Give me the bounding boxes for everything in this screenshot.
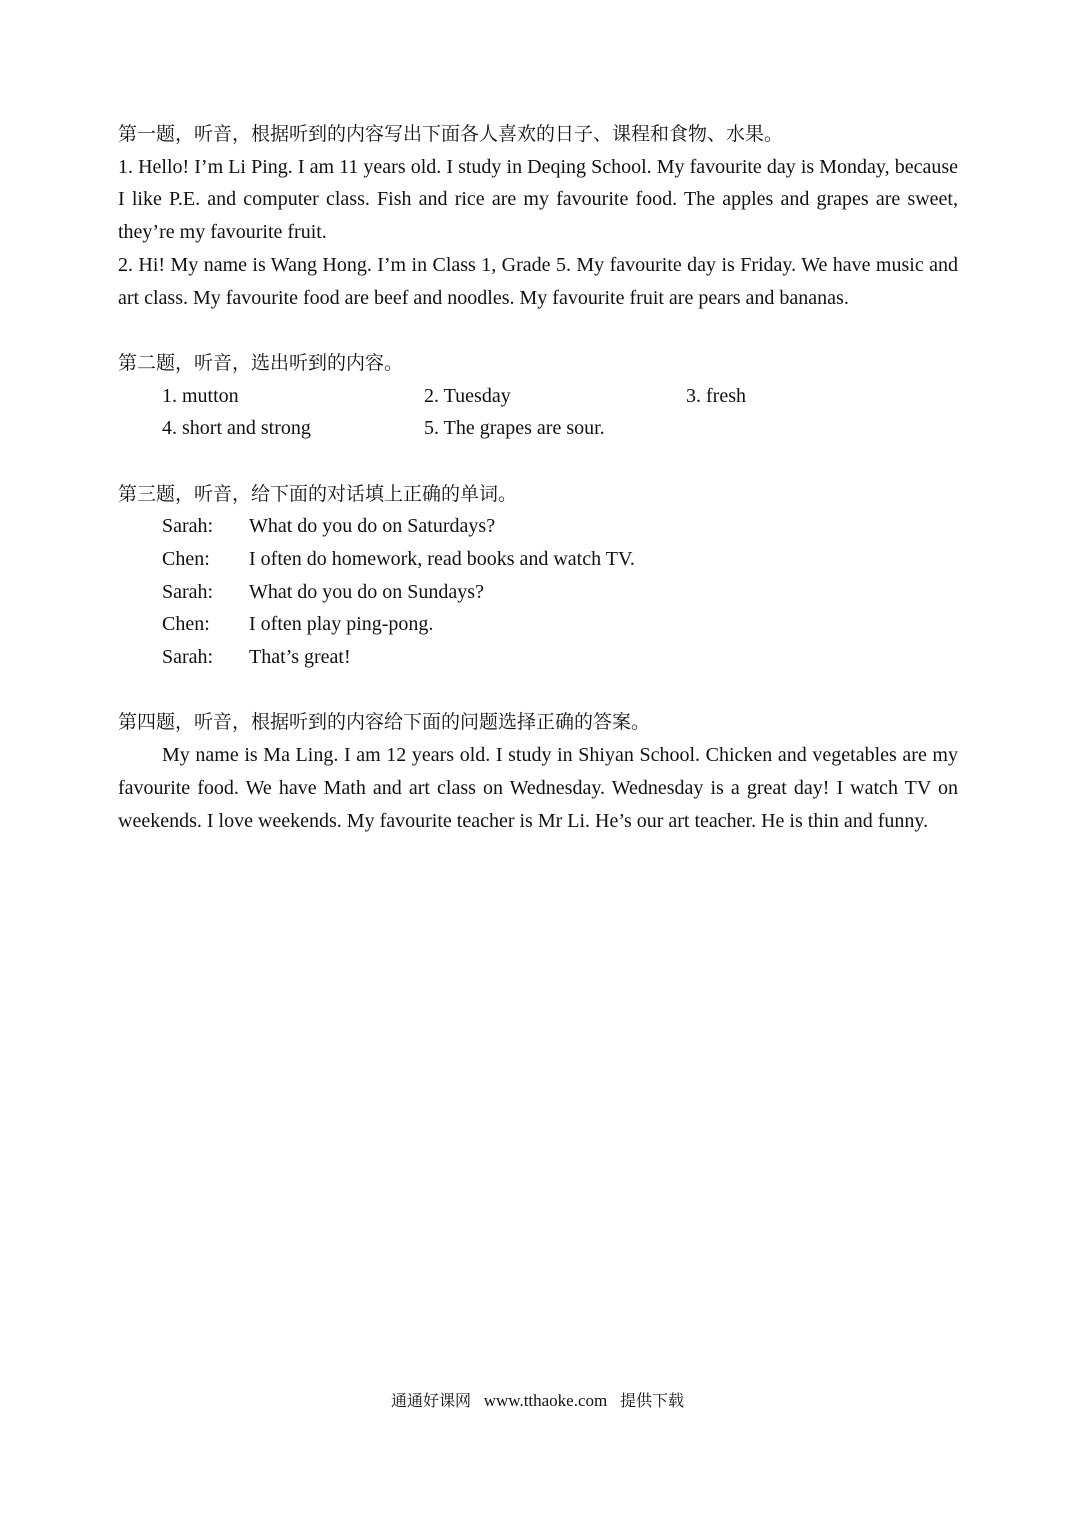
section-4-heading: 第四题，听音，根据听到的内容给下面的问题选择正确的答案。 (118, 711, 651, 734)
footer-url: www.tthaoke.com (483, 1391, 608, 1410)
dialogue-line (162, 608, 958, 641)
document-content (118, 118, 958, 837)
footer-suffix: 提供下载 (620, 1391, 685, 1410)
dialogue-text: What do you do on Sundays? (249, 580, 484, 603)
dialogue (118, 510, 958, 673)
dialogue-speaker: Chen: (162, 548, 210, 571)
footer-site-name: 通通好课网 (390, 1391, 471, 1410)
option-item: 2. Tuesday (424, 384, 511, 407)
dialogue-speaker: Sarah: (162, 646, 214, 669)
option-item: 4. short and strong (162, 417, 311, 440)
option-item: 5. The grapes are sour. (424, 417, 605, 440)
dialogue-speaker: Sarah: (162, 580, 214, 603)
section-2 (118, 347, 958, 445)
dialogue-line (162, 576, 958, 609)
dialogue-speaker: Chen: (162, 613, 210, 636)
section-2-options (118, 380, 958, 445)
dialogue-line (162, 641, 958, 674)
dialogue-text: That’s great! (249, 646, 351, 669)
dialogue-line (162, 543, 958, 576)
section-4 (118, 706, 958, 837)
dialogue-text: I often do homework, read books and watch TV. (249, 548, 635, 571)
section-1-paragraph-2: 2. Hi! My name is Wang Hong. I’m in Class 1, Grade 5. My favourite day is Friday. We have music and art class. My favourite food are beef and noodles. My favourite fruit are pears and bananas. (118, 253, 958, 309)
section-3 (118, 478, 958, 674)
section-1 (118, 118, 958, 314)
options-row (162, 380, 958, 413)
section-4-paragraph: My name is Ma Ling. I am 12 years old. I study in Shiyan School. Chicken and vegetables are my favourite food. We have Math and art class on Wednesday. Wednesday is a great day! I watch TV on weekends. I love weekends. My favourite teacher is Mr Li. He’s our art teacher. He is thin and funny. (118, 744, 958, 832)
option-item: 1. mutton (162, 384, 239, 407)
section-2-heading: 第二题，听音，选出听到的内容。 (118, 351, 404, 374)
dialogue-text: I often play ping-pong. (249, 613, 434, 636)
option-item: 3. fresh (686, 384, 746, 407)
dialogue-speaker: Sarah: (162, 515, 214, 538)
dialogue-line (162, 510, 958, 543)
page-footer (0, 1389, 1075, 1413)
section-3-heading: 第三题，听音，给下面的对话填上正确的单词。 (118, 482, 518, 505)
dialogue-text: What do you do on Saturdays? (249, 515, 496, 538)
section-1-paragraph-1: 1. Hello! I’m Li Ping. I am 11 years old. I study in Deqing School. My favourite day is Monday, because I like P.E. and computer class. Fish and rice are my favourite food. The apples and grapes are sweet, they’re my favourite fruit. (118, 155, 958, 244)
section-1-heading: 第一题，听音，根据听到的内容写出下面各人喜欢的日子、课程和食物、水果。 (118, 123, 784, 145)
options-row (162, 412, 958, 445)
